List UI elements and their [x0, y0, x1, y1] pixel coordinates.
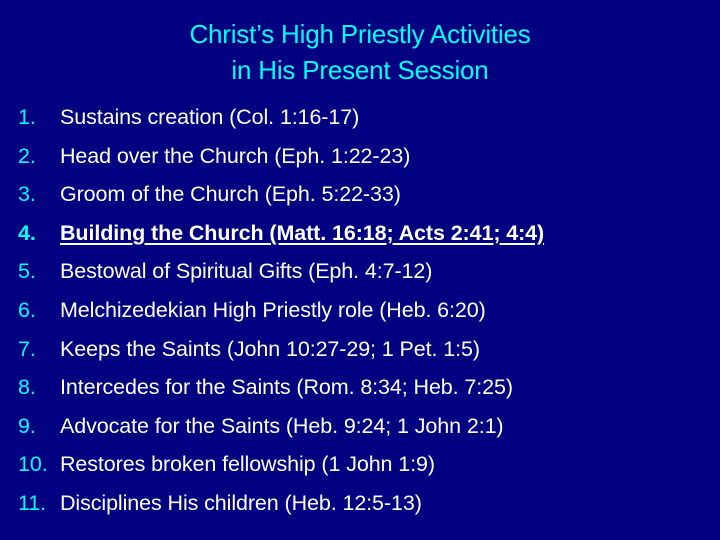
item-number: 3. — [18, 182, 36, 207]
activity-list — [18, 98, 544, 523]
slide-title — [0, 16, 720, 88]
list-item — [18, 252, 544, 291]
item-text: Melchizedekian High Priestly role (Heb. 6:20) — [60, 297, 486, 322]
item-text: Restores broken fellowship (1 John 1:9) — [60, 452, 435, 477]
item-text: Keeps the Saints (John 10:27-29; 1 Pet. 1:5) — [60, 336, 480, 361]
list-item-highlighted — [18, 214, 544, 253]
item-text: Groom of the Church (Eph. 5:22-33) — [60, 182, 401, 207]
item-number: 11. — [18, 490, 46, 515]
item-text: Sustains creation (Col. 1:16-17) — [60, 105, 360, 129]
list-item — [18, 484, 544, 523]
title-line-2: in His Present Session — [231, 55, 489, 85]
list-item — [18, 291, 544, 330]
item-number: 8. — [18, 375, 36, 400]
list-item — [18, 137, 544, 176]
item-text: Head over the Church (Eph. 1:22-23) — [60, 143, 411, 168]
list-item — [18, 445, 544, 484]
item-text: Bestowal of Spiritual Gifts (Eph. 4:7-12) — [60, 259, 433, 284]
item-text: Intercedes for the Saints (Rom. 8:34; Heb. 7:25) — [60, 375, 513, 400]
item-number: 7. — [18, 336, 36, 361]
list-item — [18, 98, 544, 137]
item-number: 5. — [18, 259, 36, 284]
item-text: Building the Church (Matt. 16:18; Acts 2:41; 4:4) — [60, 220, 545, 245]
item-text: Advocate for the Saints (Heb. 9:24; 1 John 2:1) — [60, 413, 504, 438]
list-item — [18, 407, 544, 446]
item-number: 6. — [18, 297, 36, 322]
item-number: 4. — [18, 220, 36, 245]
item-number: 10. — [18, 452, 48, 477]
list-item — [18, 368, 544, 407]
list-item — [18, 330, 544, 369]
item-number: 1. — [18, 105, 36, 129]
item-number: 9. — [18, 413, 36, 438]
list-item — [18, 175, 544, 214]
item-text: Disciplines His children (Heb. 12:5-13) — [60, 490, 422, 515]
title-line-1: Christ’s High Priestly Activities — [189, 19, 531, 49]
item-number: 2. — [18, 143, 36, 168]
